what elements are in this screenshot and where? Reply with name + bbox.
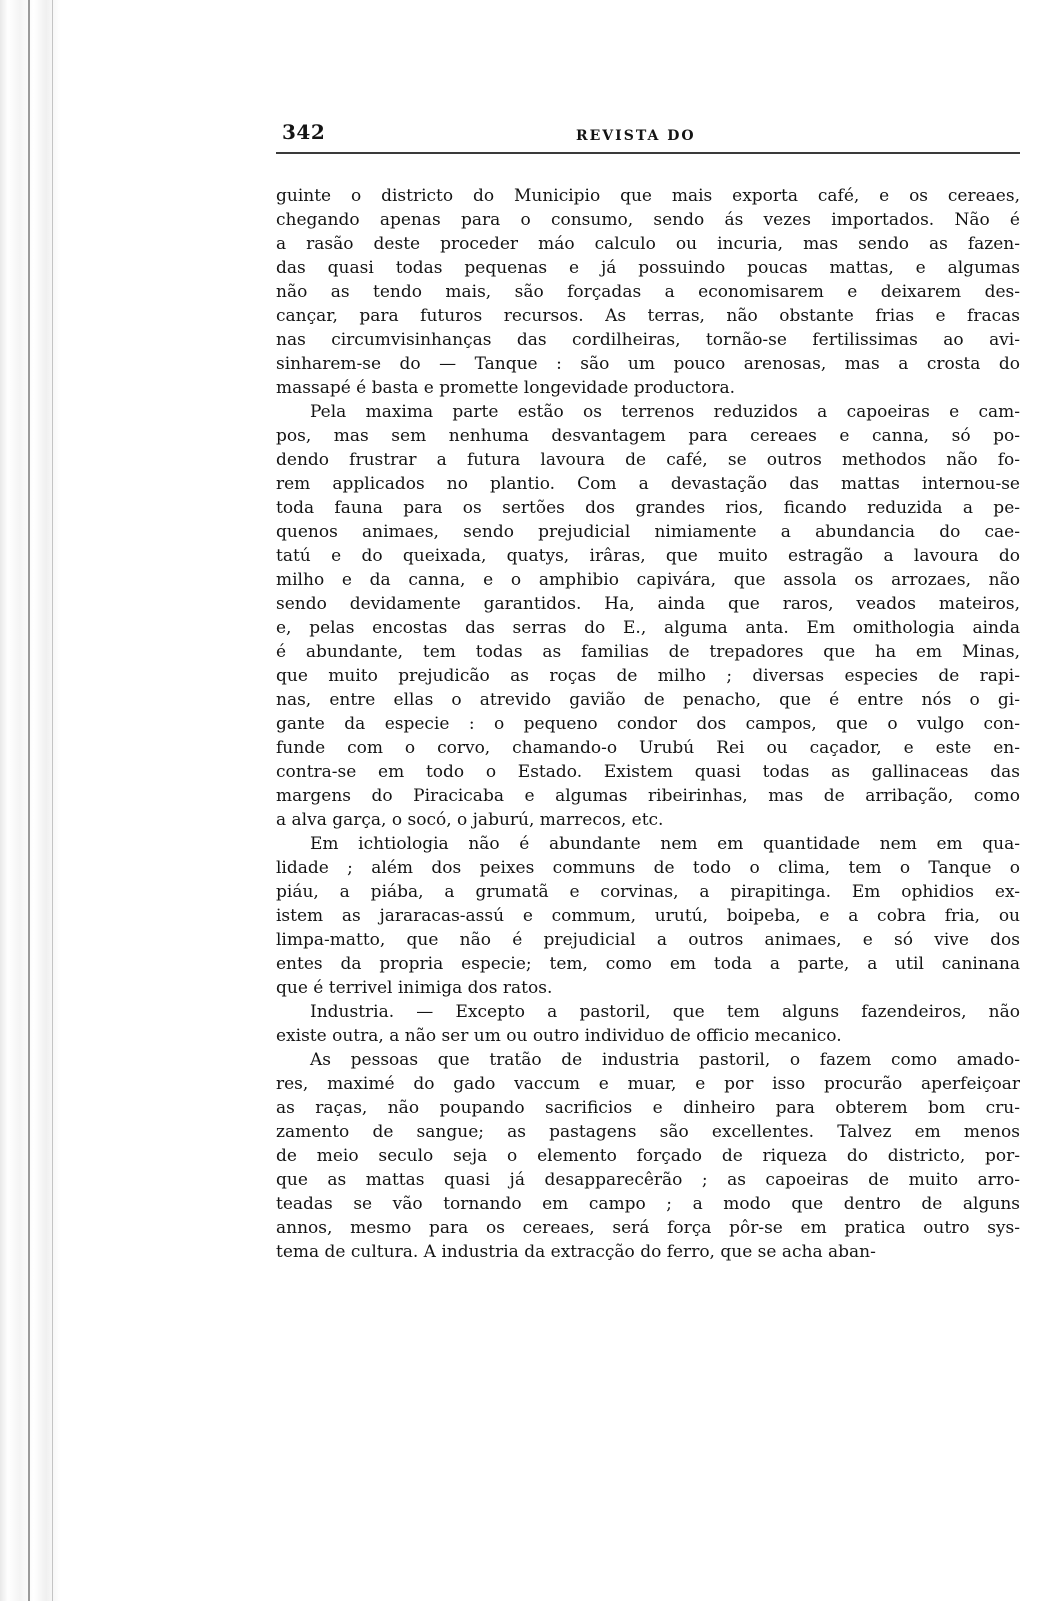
page-number: 342 (282, 120, 326, 144)
text-line: milho e da canna, e o amphibio capivára, que assola os arrozaes, não (276, 570, 1020, 590)
text-line: limpa-matto, que não é prejudicial a outros animaes, e só vive dos (276, 930, 1020, 950)
text-line: tema de cultura. A industria da extracção do ferro, que se acha aban- (276, 1242, 876, 1262)
text-line: tatú e do queixada, quatys, irâras, que muito estragão a lavoura do (276, 546, 1020, 566)
text-line: a rasão deste proceder máo calculo ou incuria, mas sendo as fazen- (276, 234, 1020, 254)
binding-edge-line (28, 0, 30, 1601)
text-line: teadas se vão tornando em campo ; a modo que dentro de alguns (276, 1194, 1020, 1214)
text-line: piáu, a piába, a grumatã e corvinas, a pirapitinga. Em ophidios ex- (276, 882, 1020, 902)
text-line: das quasi todas pequenas e já possuindo poucas mattas, e algumas (276, 258, 1020, 278)
text-line: e, pelas encostas das serras do E., alguma anta. Em omithologia ainda (276, 618, 1020, 638)
text-line: zamento de sangue; as pastagens são excellentes. Talvez em menos (276, 1122, 1020, 1142)
text-line: annos, mesmo para os cereaes, será força pôr-se em pratica outro sys- (276, 1218, 1020, 1238)
book-page (276, 120, 1020, 1264)
paragraph (276, 400, 1020, 832)
text-line: massapé é basta e promette longevidade productora. (276, 378, 736, 398)
text-line: margens do Piracicaba e algumas ribeirinhas, mas de arribação, como (276, 786, 1020, 806)
text-line: gante da especie : o pequeno condor dos campos, que o vulgo con- (276, 714, 1020, 734)
page-header (276, 120, 1020, 148)
text-line: que as mattas quasi já desapparecêrão ; as capoeiras de muito arro- (276, 1170, 1020, 1190)
text-line: dendo frustrar a futura lavoura de café, se outros methodos não fo- (276, 450, 1020, 470)
running-head: REVISTA DO (576, 128, 696, 144)
text-line: Pela maxima parte estão os terrenos reduzidos a capoeiras e cam- (310, 402, 1020, 422)
text-line: nas, entre ellas o atrevido gavião de penacho, que é entre nós o gi- (276, 690, 1020, 710)
text-line: a alva garça, o socó, o jaburú, marrecos, etc. (276, 810, 664, 830)
body-text (276, 184, 1020, 1264)
text-line: contra-se em todo o Estado. Existem quasi todas as gallinaceas das (276, 762, 1020, 782)
text-line: funde com o corvo, chamando-o Urubú Rei ou caçador, e este en- (276, 738, 1020, 758)
text-line: sinharem-se do — Tanque : são um pouco arenosas, mas a crosta do (276, 354, 1020, 374)
text-line: de meio seculo seja o elemento forçado de riqueza do districto, por- (276, 1146, 1020, 1166)
text-line: As pessoas que tratão de industria pastoril, o fazem como amado- (310, 1050, 1020, 1070)
text-line: quenos animaes, sendo prejudicial nimiamente a abundancia do cae- (276, 522, 1020, 542)
text-line: sendo devidamente garantidos. Ha, ainda que raros, veados mateiros, (276, 594, 1020, 614)
text-line: não as tendo mais, são forçadas a economisarem e deixarem des- (276, 282, 1020, 302)
book-binding-shadow (0, 0, 70, 1601)
paragraph (276, 1000, 1020, 1048)
text-line: entes da propria especie; tem, como em toda a parte, a util caninana (276, 954, 1020, 974)
text-line: é abundante, tem todas as familias de trepadores que ha em Minas, (276, 642, 1020, 662)
paragraph (276, 184, 1020, 400)
text-line: pos, mas sem nenhuma desvantagem para cereaes e canna, só po- (276, 426, 1020, 446)
text-line: Industria. — Excepto a pastoril, que tem alguns fazendeiros, não (310, 1002, 1020, 1022)
text-line: chegando apenas para o consumo, sendo ás vezes importados. Não é (276, 210, 1020, 230)
binding-edge-line (52, 0, 53, 1601)
text-line: Em ichtiologia não é abundante nem em quantidade nem em qua- (310, 834, 1020, 854)
paragraph (276, 832, 1020, 1000)
paragraph (276, 1048, 1020, 1264)
header-rule (276, 152, 1020, 154)
text-line: rem applicados no plantio. Com a devastação das mattas internou-se (276, 474, 1020, 494)
text-line: as raças, não poupando sacrificios e dinheiro para obterem bom cru- (276, 1098, 1020, 1118)
text-line: que muito prejudicão as roças de milho ; diversas especies de rapi- (276, 666, 1020, 686)
text-line: guinte o districto do Municipio que mais exporta café, e os cereaes, (276, 186, 1020, 206)
text-line: nas circumvisinhanças das cordilheiras, tornão-se fertilissimas ao avi- (276, 330, 1020, 350)
text-line: existe outra, a não ser um ou outro individuo de officio mecanico. (276, 1026, 842, 1046)
text-line: cançar, para futuros recursos. As terras, não obstante frias e fracas (276, 306, 1020, 326)
text-line: res, maximé do gado vaccum e muar, e por isso procurão aperfeiçoar (276, 1074, 1020, 1094)
text-line: lidade ; além dos peixes communs de todo o clima, tem o Tanque o (276, 858, 1020, 878)
text-line: istem as jararacas-assú e commum, urutú, boipeba, e a cobra fria, ou (276, 906, 1020, 926)
text-line: que é terrivel inimiga dos ratos. (276, 978, 553, 998)
text-line: toda fauna para os sertões dos grandes rios, ficando reduzida a pe- (276, 498, 1020, 518)
